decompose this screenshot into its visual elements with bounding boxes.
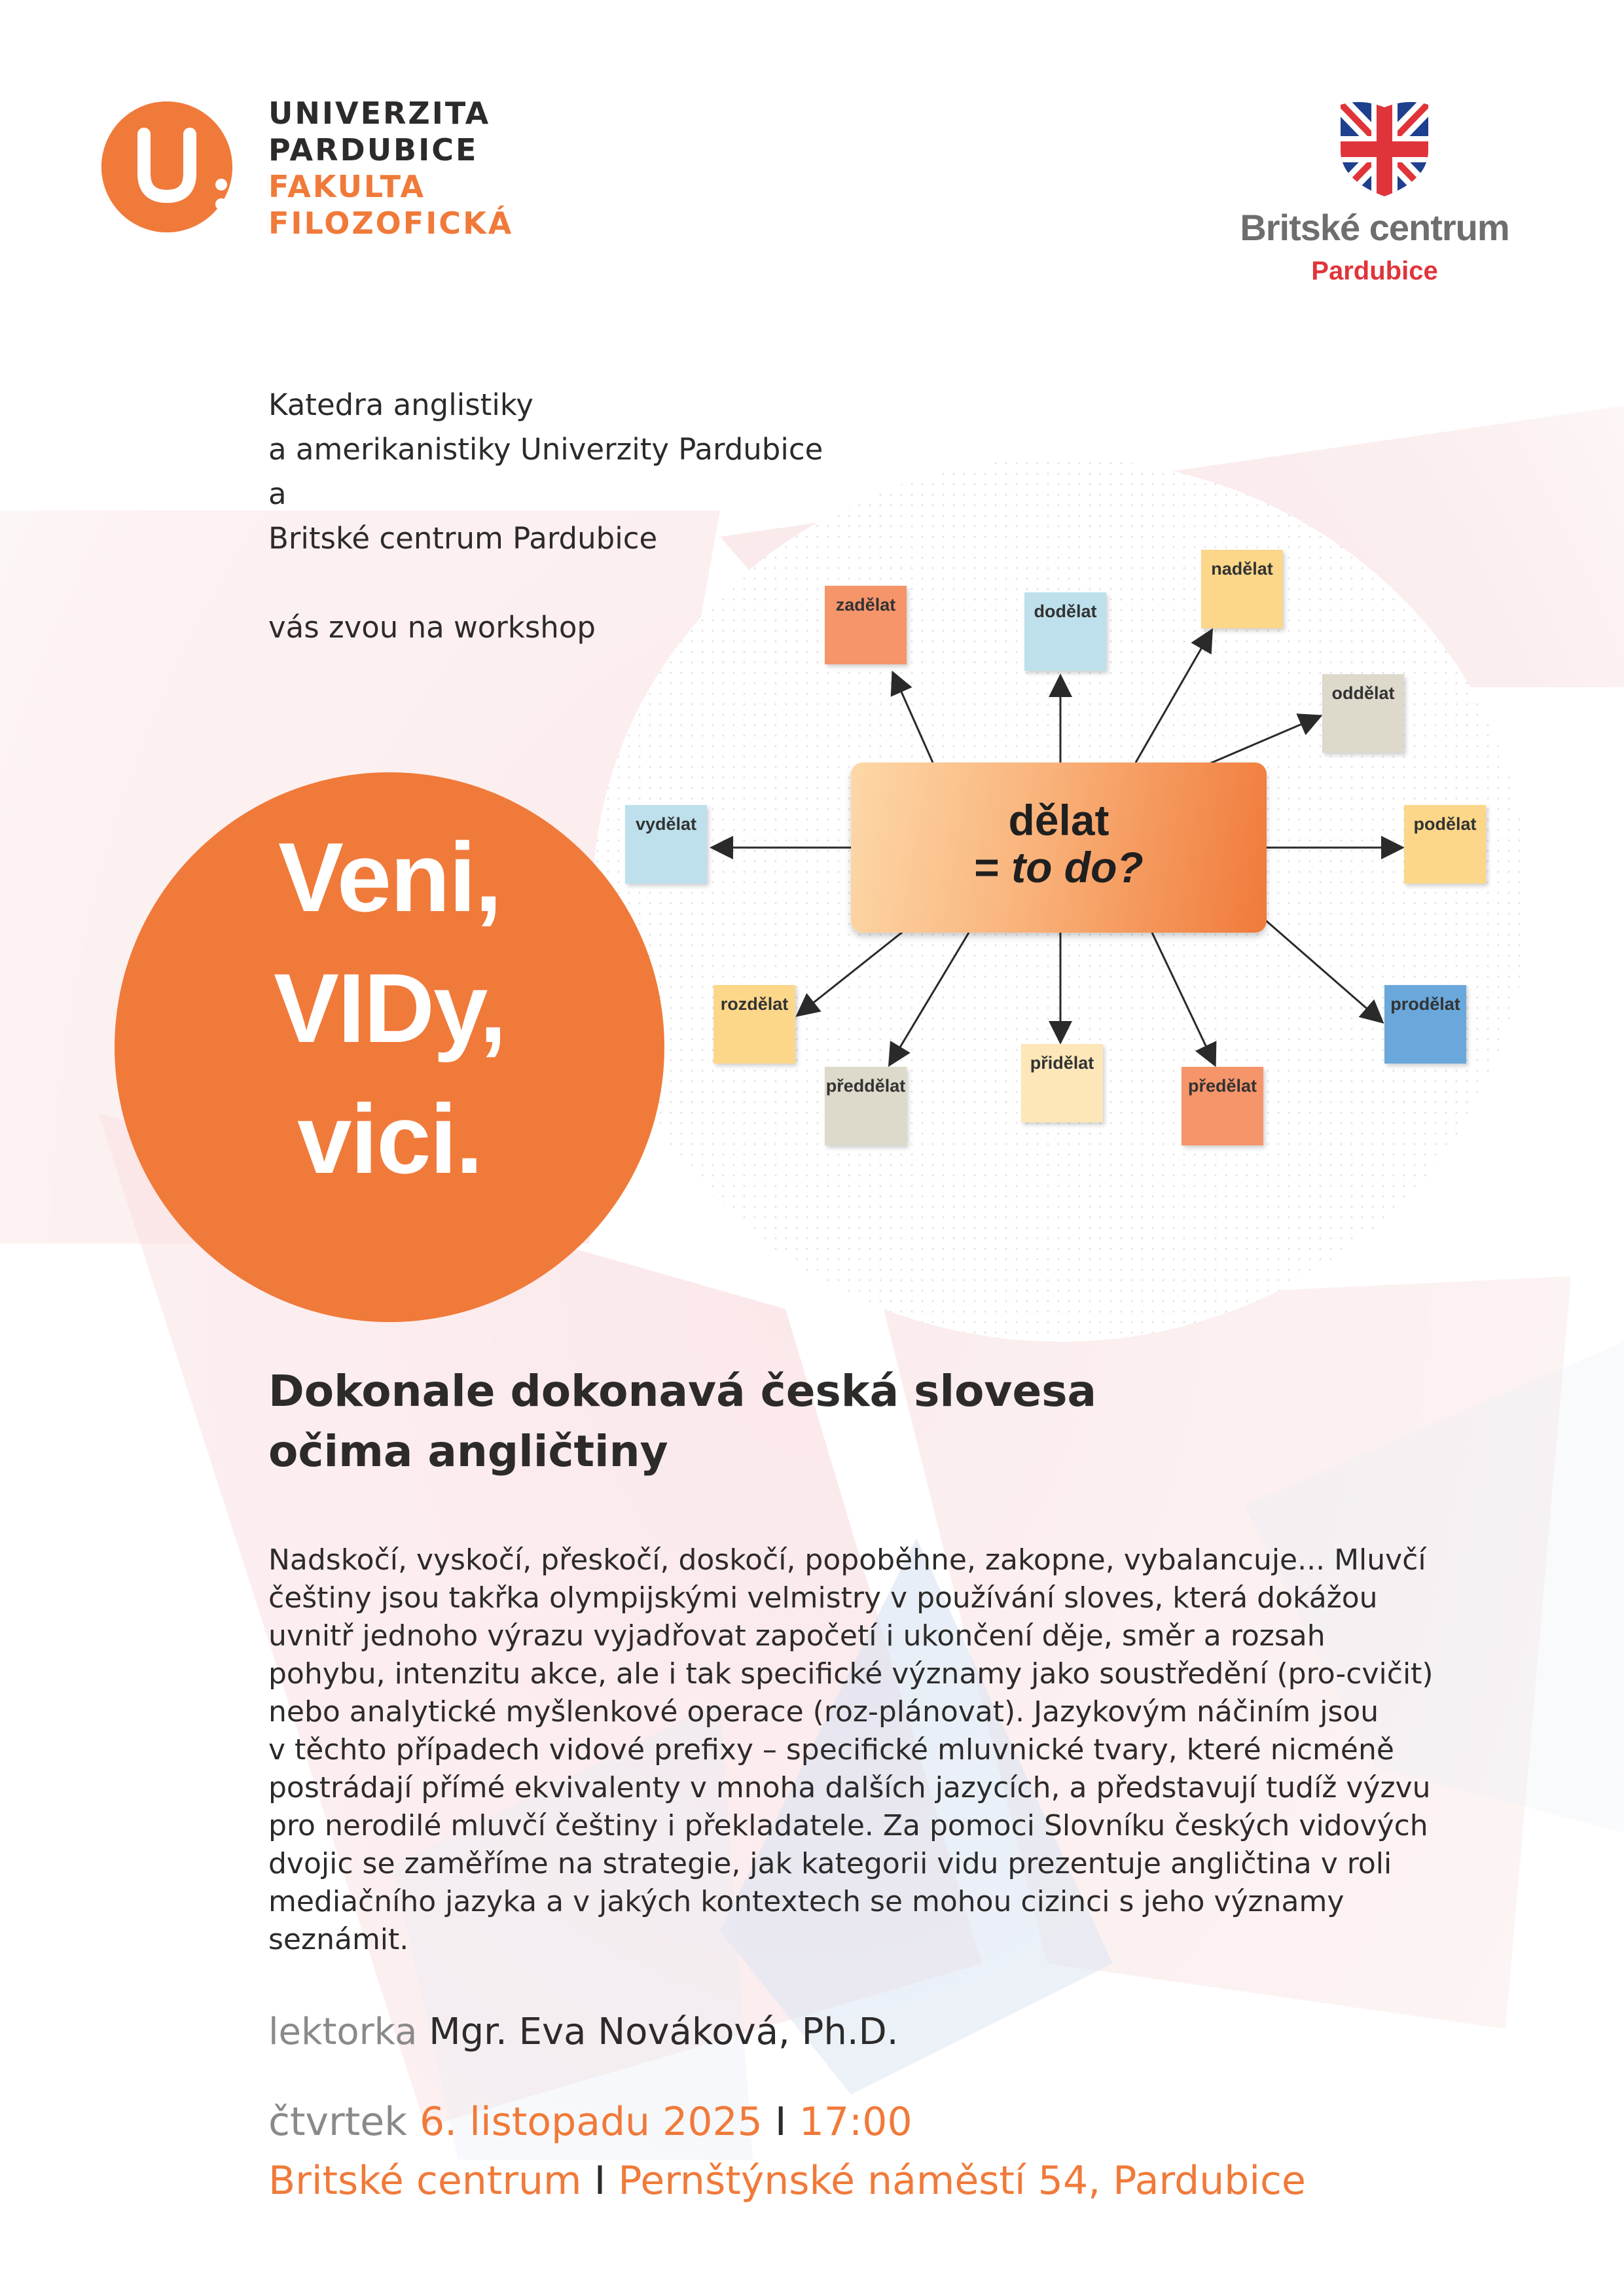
- university-logo-mark: [98, 98, 236, 236]
- sticky-note-label: nadělat: [1211, 559, 1273, 579]
- workshop-description: [268, 1541, 1486, 1959]
- sticky-note-label: rozdělat: [720, 994, 789, 1014]
- prefix-diagram: [592, 458, 1528, 1342]
- sticky-note-rozdělat: [713, 985, 795, 1064]
- center-translation: = to do?: [974, 843, 1144, 891]
- sticky-note-dodělat: [1024, 592, 1106, 671]
- union-jack-shield-icon: [1335, 98, 1434, 200]
- intro-line-3: a: [268, 476, 287, 511]
- center-verb: dělat: [1008, 796, 1110, 844]
- sticky-note-prodělat: [1384, 985, 1466, 1064]
- center-verb-box: [851, 762, 1267, 933]
- description-line: uvnitř jednoho výrazu vyjadřovat započetí i ukončení děje, směr a rozsah: [268, 1619, 1326, 1653]
- sticky-note-label: předdělat: [825, 1076, 906, 1096]
- description-line: mediačního jazyka a v jakých kontextech se mohou cizinci s jeho významy: [268, 1885, 1344, 1918]
- description-line: pohybu, intenzitu akce, ale i tak specifické významy jako soustředění (pro-cvičit): [268, 1657, 1434, 1691]
- event-venue: [268, 2157, 1306, 2205]
- title-line-2: VIDy,: [273, 953, 505, 1063]
- event-venue-name: Britské centrum: [268, 2158, 582, 2204]
- description-line: češtiny jsou takřka olympijskými velmistry v používání sloves, která dokážou: [268, 1581, 1378, 1615]
- event-date: 6. listopadu 2025: [419, 2099, 763, 2145]
- workshop-headline: [268, 1361, 1096, 1482]
- diagram-arrow: [1152, 933, 1214, 1064]
- faculty-line-2: FILOZOFICKÁ: [268, 206, 514, 241]
- description-line: nebo analytické myšlenkové operace (roz-plánovat). Jazykovým náčiním jsou: [268, 1695, 1379, 1729]
- event-time: 17:00: [799, 2099, 912, 2145]
- event-date-time: [268, 2098, 912, 2146]
- university-name: [268, 95, 513, 242]
- university-line-1: UNIVERZITA: [268, 96, 491, 131]
- venue-separator: I: [594, 2158, 606, 2204]
- description-line: pro nerodilé mluvčí češtiny i překladatele. Za pomoci Slovníku českých vidových: [268, 1809, 1428, 1842]
- diagram-arrow: [1136, 632, 1211, 762]
- lecturer: [268, 2009, 899, 2055]
- sticky-note-label: předělat: [1187, 1076, 1257, 1096]
- title-line-3: vici.: [297, 1084, 482, 1194]
- intro-line-1: Katedra anglistiky: [268, 387, 533, 422]
- center-translation-italic: to do?: [1011, 843, 1144, 891]
- event-address: Pernštýnské náměstí 54, Pardubice: [618, 2158, 1306, 2204]
- sticky-note-label: přidělat: [1030, 1053, 1094, 1073]
- sticky-note-label: prodělat: [1390, 994, 1460, 1014]
- sticky-note-oddělat: [1322, 674, 1404, 753]
- british-centre-city: Pardubice: [1311, 257, 1438, 285]
- sticky-note-podělat: [1404, 805, 1486, 884]
- event-day: čtvrtek: [268, 2099, 407, 2145]
- lecturer-name: Mgr. Eva Nováková, Ph.D.: [429, 2011, 899, 2053]
- sticky-note-label: oddělat: [1331, 683, 1395, 703]
- description-line: Nadskočí, vyskočí, přeskočí, doskočí, popoběhne, zakopne, vybalancuje... Mluvčí: [268, 1543, 1426, 1577]
- sticky-note-label: dodělat: [1034, 601, 1097, 621]
- description-line: dvojic se zaměříme na strategie, jak kategorii vidu prezentuje angličtina v roli: [268, 1847, 1392, 1880]
- diagram-arrow: [1204, 717, 1319, 766]
- description-line: postrádají přímé ekvivalenty v mnoha dalších jazycích, a představují tudíž výzvu: [268, 1771, 1431, 1804]
- university-line-2: PARDUBICE: [268, 132, 478, 168]
- intro-line-5: vás zvou na workshop: [268, 610, 596, 645]
- sticky-note-label: vydělat: [635, 814, 697, 834]
- sticky-note-předělat: [1182, 1067, 1263, 1145]
- diagram-arrow: [799, 926, 910, 1014]
- headline-line-1: Dokonale dokonavá česká slovesa: [268, 1366, 1097, 1416]
- title-line-1: Veni,: [278, 822, 501, 932]
- lecturer-label: lektorka: [268, 2011, 418, 2053]
- intro-line-2: a amerikanistiky Univerzity Pardubice: [268, 432, 823, 467]
- sticky-note-přidělat: [1021, 1044, 1103, 1122]
- diagram-arrow: [893, 674, 933, 762]
- sticky-note-zadělat: [825, 586, 907, 664]
- headline-line-2: očima angličtiny: [268, 1426, 668, 1477]
- sticky-note-nadělat: [1201, 550, 1283, 628]
- diagram-arrow: [890, 933, 969, 1064]
- sticky-note-předdělat: [825, 1067, 907, 1145]
- faculty-line-1: FAKULTA: [268, 169, 426, 204]
- description-line: seznámit.: [268, 1923, 409, 1956]
- diagram-arrow: [1254, 910, 1381, 1021]
- event-separator: I: [774, 2099, 787, 2145]
- sticky-note-label: zadělat: [835, 595, 896, 615]
- description-line: v těchto případech vidové prefixy – specifické mluvnické tvary, které nicméně: [268, 1733, 1394, 1767]
- intro-line-4: Britské centrum Pardubice: [268, 521, 658, 556]
- british-centre-name: Britské centrum: [1240, 207, 1509, 248]
- sticky-note-label: podělat: [1413, 814, 1477, 834]
